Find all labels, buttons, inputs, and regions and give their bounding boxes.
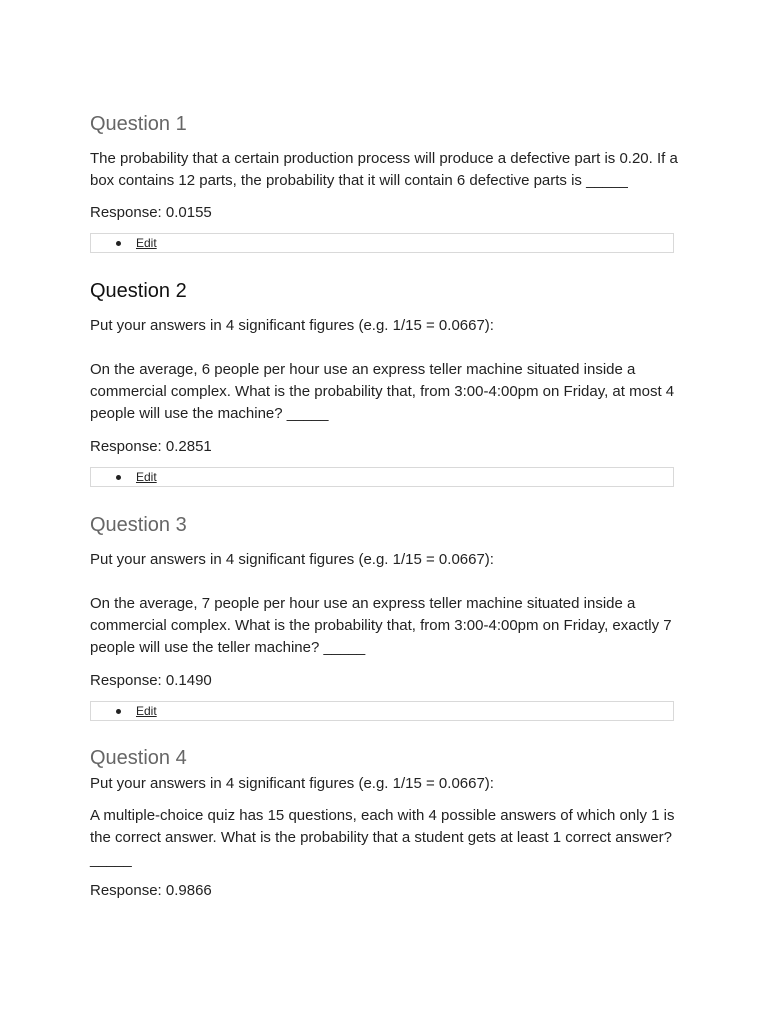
bullet-icon [116,475,121,480]
question-3-title: Question 3 [90,514,187,536]
question-2-response: Response: 0.2851 [90,438,212,455]
question-3-edit-list [90,701,674,721]
question-2-instruction: Put your answers in 4 significant figures (e.g. 1/15 = 0.0667): [90,317,494,334]
question-3-response: Response: 0.1490 [90,672,212,689]
bullet-icon [116,709,121,714]
question-2-title: Question 2 [90,280,187,302]
question-3-text: On the average, 7 people per hour use an express teller machine situated inside a commercial complex. What is the probability that, from 3:00-4:00pm on Friday, exactly 7 people will use the teller machine? _____ [90,595,672,656]
question-2-edit-link[interactable]: Edit [136,470,157,484]
question-1-edit-link[interactable]: Edit [136,236,157,250]
question-4-response: Response: 0.9866 [90,882,212,899]
question-1-title: Question 1 [90,113,187,135]
question-2-edit-list [90,467,674,487]
question-1-edit-list [90,233,674,253]
question-3-edit-link[interactable]: Edit [136,704,157,718]
question-3-instruction: Put your answers in 4 significant figures (e.g. 1/15 = 0.0667): [90,551,494,568]
bullet-icon [116,241,121,246]
question-1-text: The probability that a certain production process will produce a defective part is 0.20. If a box contains 12 parts, the probability that it will contain 6 defective parts is _____ [90,150,678,189]
question-4-text: A multiple-choice quiz has 15 questions, each with 4 possible answers of which only 1 is the correct answer. What is the probability that a student gets at least 1 correct answer? _____ [90,807,675,868]
question-2-text: On the average, 6 people per hour use an express teller machine situated inside a commercial complex. What is the probability that, from 3:00-4:00pm on Friday, at most 4 people will use the machine? _____ [90,361,675,422]
question-1-response: Response: 0.0155 [90,204,212,221]
question-4-title: Question 4 [90,747,187,769]
question-4-instruction: Put your answers in 4 significant figures (e.g. 1/15 = 0.0667): [90,775,494,792]
